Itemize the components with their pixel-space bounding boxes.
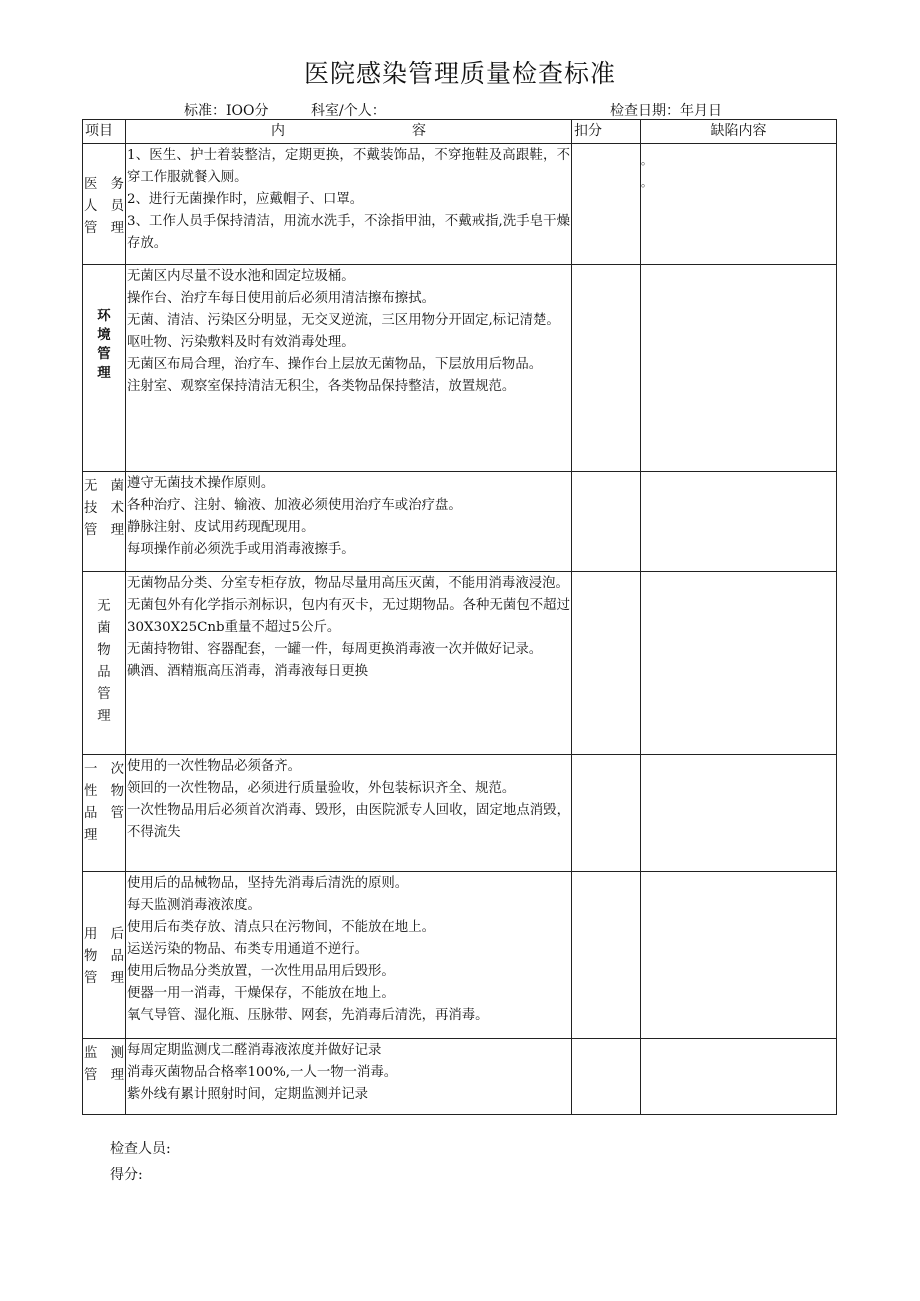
content-line: 各种治疗、注射、输液、加液必须使用治疗车或治疗盘。 — [127, 498, 462, 513]
content-line: 无菌区布局合理，治疗车、操作台上层放无菌物品，下层放用后物品。 — [127, 357, 543, 372]
row-category — [83, 265, 126, 472]
inspection-standard-table — [82, 119, 837, 1115]
row-category: 无菌技术管理 — [83, 472, 126, 572]
row-category — [83, 572, 126, 755]
defect-mark: 。 — [641, 176, 652, 189]
deduct-cell[interactable] — [572, 755, 641, 872]
row-category: 监测管理 — [83, 1039, 126, 1115]
table-row — [83, 265, 837, 472]
row-category: 用后物品管理 — [83, 872, 126, 1039]
table-row — [83, 572, 837, 755]
header-deduct: 扣分 — [572, 120, 641, 144]
defect-cell[interactable] — [641, 144, 837, 265]
department-field: 科室/个人： — [311, 103, 386, 119]
row-category: 医务人员管理 — [83, 144, 126, 265]
row-content — [126, 265, 572, 472]
content-line: 使用后物品分类放置，一次性用品用后毁形。 — [127, 964, 395, 979]
header-content: 内容 — [126, 120, 572, 144]
content-line: 2、进行无菌操作时，应戴帽子、口罩。 — [127, 192, 364, 207]
content-line: 碘酒、酒精瓶高压消毒，消毒液每日更换 — [127, 664, 369, 679]
defect-cell[interactable] — [641, 265, 837, 472]
content-line: 静脉注射、皮试用药现配现用。 — [127, 520, 315, 535]
deduct-cell[interactable] — [572, 472, 641, 572]
deduct-cell[interactable] — [572, 872, 641, 1039]
content-line: 运送污染的物品、布类专用通道不逆行。 — [127, 942, 369, 957]
content-line: 氧气导管、湿化瓶、压脉带、网套，先消毒后清洗，再消毒。 — [127, 1008, 489, 1023]
deduct-cell[interactable] — [572, 144, 641, 265]
content-line: 无菌物品分类、分室专柜存放，物品尽量用高压灭菌，不能用消毒液浸泡。 — [127, 576, 569, 591]
content-line: 无菌包外有化学指示剂标识，包内有灭卡，无过期物品。各种无菌包不超过30X30X25Cnb重量不超过5公斤。 — [127, 598, 570, 635]
content-line: 每项操作前必须洗手或用消毒液擦手。 — [127, 542, 355, 557]
row-content — [126, 472, 572, 572]
content-line: 使用后的品械物品，坚持先消毒后清洗的原则。 — [127, 876, 409, 891]
inspection-date: 检查日期：年月日 — [610, 103, 722, 119]
table-row — [83, 1039, 837, 1115]
content-line: 呕吐物、污染敷料及时有效消毒处理。 — [127, 335, 355, 350]
header-defect: 缺陷内容 — [641, 120, 837, 144]
content-line: 无菌区内尽量不设水池和固定垃圾桶。 — [127, 269, 355, 284]
content-line: 每天监测消毒液浓度。 — [127, 898, 261, 913]
inspector-field: 检查人员: — [110, 1141, 171, 1157]
defect-mark: 。 — [641, 154, 652, 167]
deduct-cell[interactable] — [572, 265, 641, 472]
score-field: 得分: — [110, 1167, 143, 1183]
content-line: 无菌、清洁、污染区分明显，无交叉逆流，三区用物分开固定,标记清楚。 — [127, 313, 560, 328]
defect-cell[interactable] — [641, 755, 837, 872]
header-item: 项目 — [83, 120, 126, 144]
row-category: 一次性物品管理 — [83, 755, 126, 872]
deduct-cell[interactable] — [572, 1039, 641, 1115]
content-line: 领回的一次性物品，必须进行质量验收，外包装标识齐全、规范。 — [127, 781, 516, 796]
content-line: 使用后布类存放、清点只在污物间，不能放在地上。 — [127, 920, 435, 935]
row-category-text: 环境管理 — [97, 309, 111, 381]
content-line: 消毒灭菌物品合格率100%,一人一物一消毒。 — [127, 1065, 398, 1080]
content-line: 遵守无菌技术操作原则。 — [127, 476, 275, 491]
table-row — [83, 872, 837, 1039]
defect-cell[interactable] — [641, 472, 837, 572]
row-content — [126, 1039, 572, 1115]
row-content — [126, 572, 572, 755]
defect-cell[interactable] — [641, 1039, 837, 1115]
content-line: 一次性物品用后必须首次消毒、毁形，由医院派专人回收，固定地点消毁，不得流失 — [127, 803, 570, 840]
table-row — [83, 144, 837, 265]
row-category-text: 无菌物品管理 — [97, 599, 111, 724]
table-row — [83, 755, 837, 872]
table-row — [83, 472, 837, 572]
row-content — [126, 755, 572, 872]
content-line: 无菌持物钳、容器配套，一罐一件，每周更换消毒液一次并做好记录。 — [127, 642, 543, 657]
content-line: 注射室、观察室保持清洁无积尘，各类物品保持整洁，放置规范。 — [127, 379, 516, 394]
content-line: 便器一用一消毒，干燥保存，不能放在地上。 — [127, 986, 395, 1001]
content-line: 操作台、治疗车每日使用前后必须用清洁擦布擦拭。 — [127, 291, 435, 306]
document-title: 医院感染管理质量检查标准 — [303, 59, 616, 88]
content-line: 3、工作人员手保持清洁，用流水洗手，不涂指甲油，不戴戒指,洗手皂干燥存放。 — [127, 214, 570, 251]
standard-score: 标准：IOO分 — [184, 103, 269, 119]
deduct-cell[interactable] — [572, 572, 641, 755]
defect-cell[interactable] — [641, 572, 837, 755]
content-line: 1、医生、护士着装整洁，定期更换，不戴装饰品，不穿拖鞋及高跟鞋，不穿工作服就餐入厕。 — [127, 148, 570, 185]
content-line: 使用的一次性物品必须备齐。 — [127, 759, 302, 774]
table-header-row — [83, 120, 837, 144]
row-content — [126, 872, 572, 1039]
content-line: 紫外线有累计照射时间，定期监测并记录 — [127, 1087, 369, 1102]
content-line: 每周定期监测戊二醛消毒液浓度并做好记录 — [127, 1043, 382, 1058]
defect-cell[interactable] — [641, 872, 837, 1039]
row-content — [126, 144, 572, 265]
